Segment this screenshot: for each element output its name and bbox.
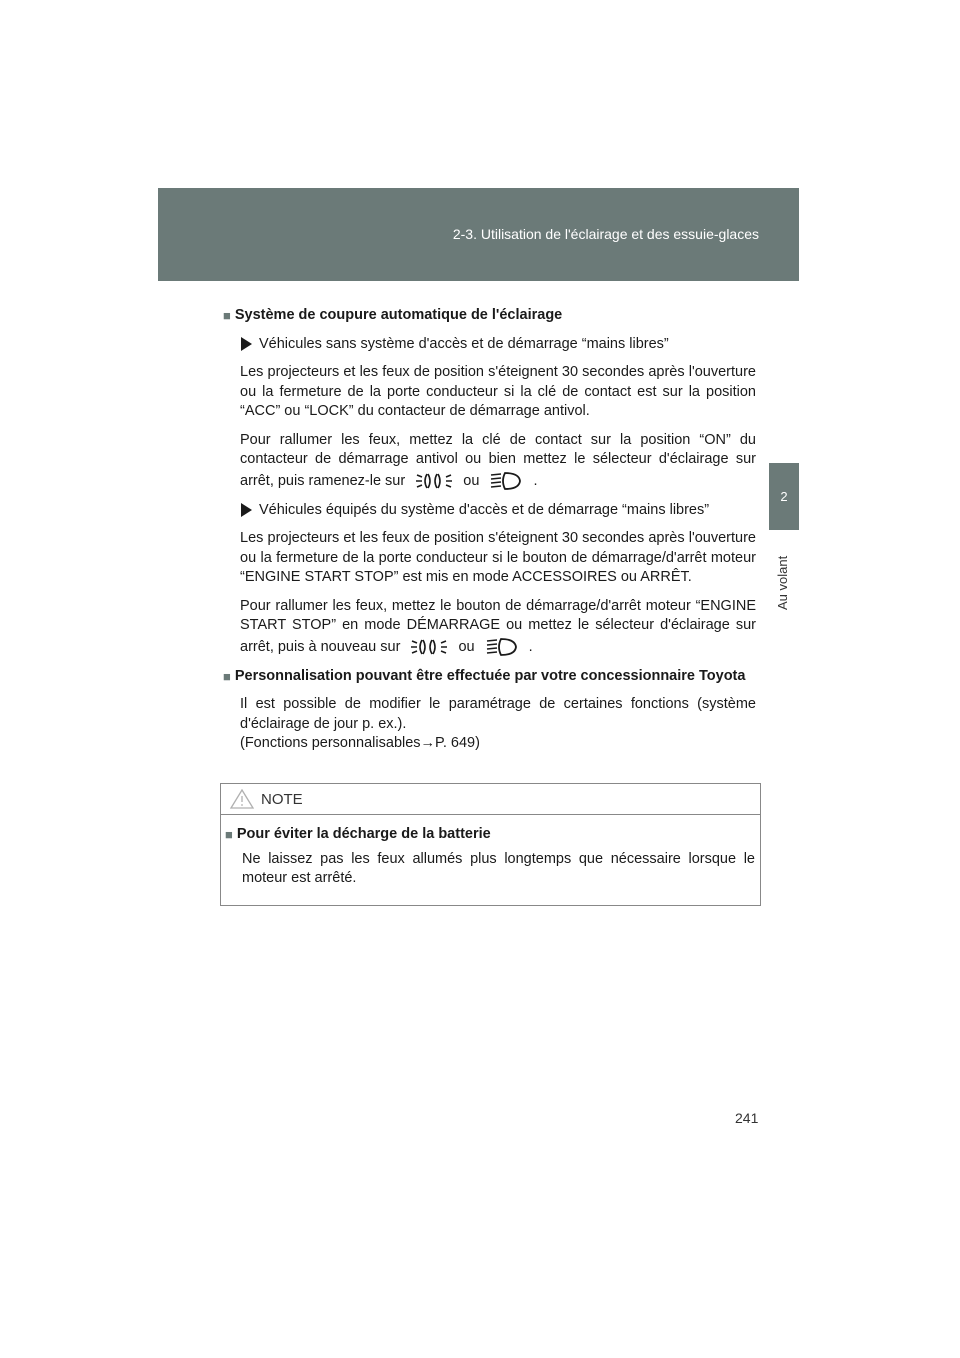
note-header: [221, 784, 760, 815]
section-heading: ■ Personnalisation pouvant être effectuée par votre concessionnaire Toyota: [223, 667, 756, 687]
triangle-bullet-icon: [241, 503, 252, 517]
section-body: [223, 335, 756, 658]
note-box: [220, 783, 761, 906]
main-content: [223, 306, 756, 754]
parking-lights-icon: [410, 636, 448, 658]
chapter-number: 2: [780, 489, 788, 504]
note-body: [221, 815, 760, 889]
headlights-icon: [489, 470, 523, 492]
paragraph: Pour rallumer les feux, mettez la clé de contact sur la position “ON” du contacteur de démarrage antivol ou bien mettez le sélecteur d'éclairage sur arrêt, puis ramenez-le sur ou .: [240, 431, 756, 492]
sub-heading: Véhicules équipés du système d'accès et de démarrage “mains libres”: [240, 501, 756, 521]
triangle-bullet-icon: [241, 337, 252, 351]
square-bullet-icon: ■: [223, 668, 231, 684]
page-number: 241: [735, 1110, 759, 1126]
chapter-title: 2-3. Utilisation de l'éclairage et des essuie-glaces: [452, 226, 759, 242]
headlights-icon: [485, 636, 519, 658]
sub-heading: Véhicules sans système d'accès et de démarrage “mains libres”: [240, 335, 756, 355]
section-heading: ■ Système de coupure automatique de l'éclairage: [223, 306, 756, 326]
note-title: NOTE: [261, 790, 303, 808]
square-bullet-icon: ■: [225, 827, 233, 842]
chapter-label: Au volant: [775, 555, 790, 610]
warning-icon: [229, 788, 255, 810]
square-bullet-icon: ■: [223, 308, 231, 323]
note-heading: ■ Pour éviter la décharge de la batterie: [225, 825, 755, 845]
header-band: [158, 188, 799, 281]
paragraph: Les projecteurs et les feux de position s'éteignent 30 secondes après l'ouverture ou la fermeture de la porte conducteur si la clé de contact est sur la position “ACC” ou “LOCK” du contacteur de démarrage antivol.: [240, 364, 756, 419]
note-text: Ne laissez pas les feux allumés plus longtemps que nécessaire lorsque le moteur est arrêté.: [242, 850, 755, 886]
paragraph: Il est possible de modifier le paramétrage de certaines fonctions (système d'éclairage de jour p. ex.). (Fonctions personnalisables→P. 649): [240, 696, 756, 751]
paragraph: Pour rallumer les feux, mettez le bouton de démarrage/d'arrêt moteur “ENGINE START STOP” en mode DÉMARRAGE ou mettez le sélecteur d'éclairage sur arrêt, puis à nouveau sur ou .: [240, 597, 756, 658]
parking-lights-icon: [415, 470, 453, 492]
paragraph: Les projecteurs et les feux de position s'éteignent 30 secondes après l'ouverture ou la fermeture de la porte conducteur si le bouton de démarrage/d'arrêt moteur “ENGINE START STOP” est mis en mode ACCESSOIRES ou ARRÊT.: [240, 530, 756, 585]
section-body: [223, 695, 756, 754]
chapter-tab: [769, 463, 799, 530]
